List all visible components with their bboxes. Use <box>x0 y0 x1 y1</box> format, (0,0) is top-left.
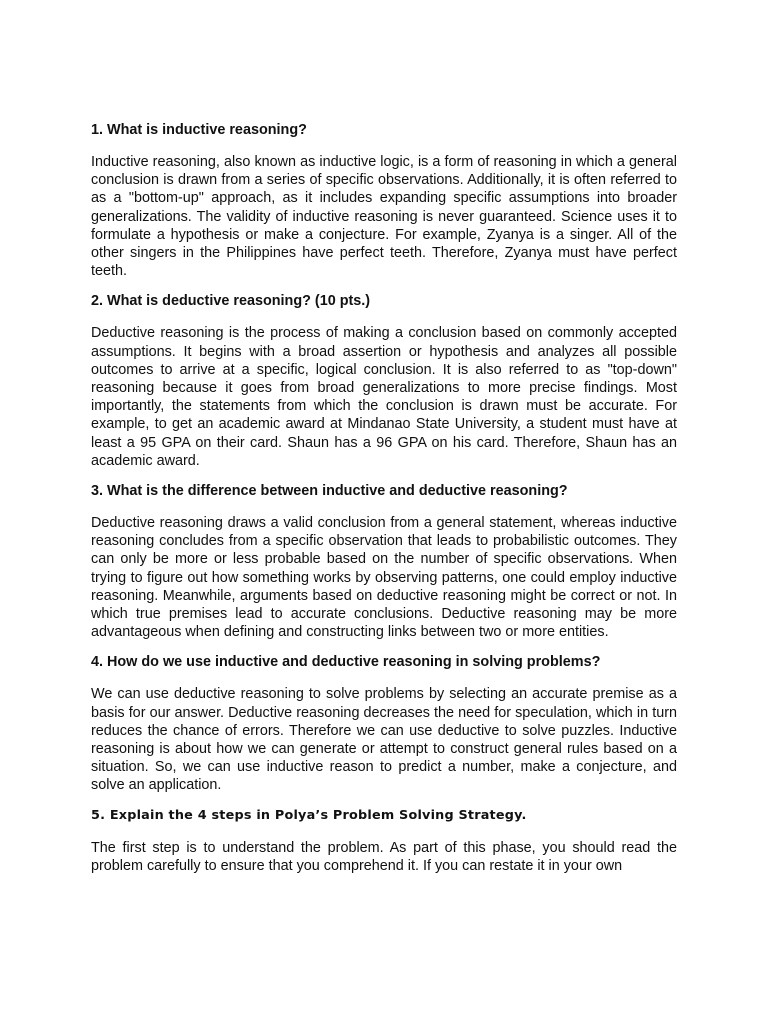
document-page <box>91 121 677 887</box>
question-1-heading: 1. What is inductive reasoning? <box>91 122 307 138</box>
answer-3-paragraph: Deductive reasoning draws a valid conclusion from a general statement, whereas inductive reasoning concludes from a specific observation that leads to probabilistic outcomes. They can only be more or less probable based on the number of specific observations. When trying to figure out how something works by observing patterns, one could employ inductive reasoning. Meanwhile, arguments based on deductive reasoning might be correct or not. In which true premises lead to accurate conclusions. Deductive reasoning may be more advantageous when defining and constructing links between two or more entities. <box>91 515 677 641</box>
question-2-heading: 2. What is deductive reasoning? (10 pts.) <box>91 293 371 310</box>
question-5-heading: 5. Explain the 4 steps in Polya’s Problem Solving Strategy. <box>91 807 527 823</box>
answer-2-paragraph: Deductive reasoning is the process of making a conclusion based on commonly accepted assumptions. It begins with a broad assertion or hypothesis and analyzes all possible outcomes to arrive at a specific, logical conclusion. It is also referred to as "top-down" reasoning because it goes from broad generalizations to more precise findings. Most importantly, the statements from which the conclusion is drawn must be accurate. For example, to get an academic award at Mindanao State University, a student must have at least a 95 GPA on their card. Shaun has a 96 GPA on his card. Therefore, Shaun has an academic award. <box>91 325 677 469</box>
answer-5-paragraph: The first step is to understand the problem. As part of this phase, you should read the problem carefully to ensure that you comprehend it. If you can restate it in your own <box>91 839 677 874</box>
answer-1-paragraph: Inductive reasoning, also known as inductive logic, is a form of reasoning in which a general conclusion is drawn from a series of specific observations. Additionally, it is often referred to as a "bottom-up" approach, as it includes expanding specific assumptions into broader generalizations. The validity of inductive reasoning is never guaranteed. Science uses it to formulate a hypothesis or make a conjecture. For example, Zyanya is a singer. All of the other singers in the Philippines have perfect teeth. Therefore, Zyanya must have perfect teeth. <box>91 154 677 280</box>
question-4-heading: 4. How do we use inductive and deductive reasoning in solving problems? <box>91 654 601 671</box>
answer-4-paragraph: We can use deductive reasoning to solve problems by selecting an accurate premise as a basis for our answer. Deductive reasoning decreases the need for speculation, which in turn reduces the chance of errors. Therefore we can use deductive to solve puzzles. Inductive reasoning is about how we can generate or attempt to construct general rules based on a situation. So, we can use inductive reason to predict a number, make a conjecture, and solve an application. <box>91 686 677 794</box>
question-3-heading: 3. What is the difference between inductive and deductive reasoning? <box>91 483 568 500</box>
